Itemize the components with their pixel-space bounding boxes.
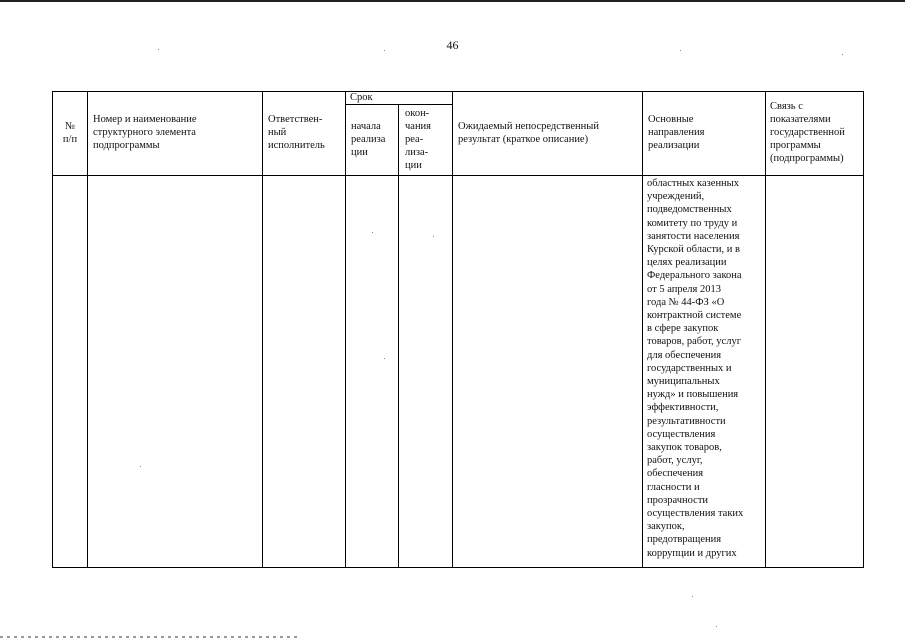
scan-speck: [158, 49, 159, 50]
col-border-2: [262, 91, 263, 568]
header-num-line-2: п/п: [62, 134, 78, 145]
header-name: [93, 113, 197, 152]
directions-line: коррупции и других: [647, 547, 737, 559]
header-responsible-line-3: исполнитель: [268, 140, 325, 151]
header-end-line-5: ции: [405, 160, 422, 171]
header-directions-line-1: Основные: [648, 114, 694, 125]
col-border-3: [345, 91, 346, 568]
header-link: [770, 100, 845, 165]
col-border-6: [642, 91, 643, 568]
table-top-border: [52, 91, 864, 92]
scan-speck: [680, 50, 681, 51]
directions-line: предотвращения: [647, 534, 722, 546]
header-result-line-2: результат (краткое описание): [458, 134, 589, 145]
directions-line: результативности: [647, 415, 726, 427]
directions-line: муниципальных: [647, 376, 720, 388]
header-link-line-5: (подпрограммы): [770, 153, 844, 164]
directions-line: гласности и: [647, 481, 700, 493]
header-directions-line-2: направления: [648, 127, 705, 138]
header-num-line-1: №: [64, 121, 76, 132]
header-name-line-2: структурного элемента: [93, 127, 196, 138]
header-directions-line-3: реализации: [648, 140, 700, 151]
directions-line: в сфере закупок: [647, 323, 719, 335]
header-link-line-1: Связь с: [770, 101, 803, 112]
directions-line: прозрачности: [647, 494, 709, 506]
directions-line: занятости населения: [647, 230, 740, 242]
directions-line: Федерального закона: [647, 270, 742, 282]
directions-line: от 5 апреля 2013: [647, 283, 721, 295]
header-link-line-4: программы: [770, 140, 821, 151]
scan-speck: [384, 50, 385, 51]
scan-speck: [692, 596, 693, 597]
header-num: [58, 120, 82, 146]
header-start-line-1: начала: [351, 121, 381, 132]
header-link-line-2: показателями: [770, 114, 831, 125]
scan-speck: [842, 54, 843, 55]
directions-line: нужд» и повышения: [647, 389, 739, 401]
header-directions: [648, 113, 704, 152]
col-border-8: [863, 91, 864, 568]
header-result-line-1: Ожидаемый непосредственный: [458, 121, 599, 132]
header-end-line-2: чания: [405, 121, 432, 132]
header-start-line-2: реализа: [351, 134, 386, 145]
header-end: [405, 107, 431, 172]
directions-line: комитету по труду и: [647, 217, 738, 229]
directions-line: контрактной системе: [647, 310, 742, 322]
scan-edge-noise: [0, 636, 300, 638]
page-edge: [0, 0, 905, 2]
directions-line: работ, услуг,: [647, 455, 703, 467]
directions-line: государственных и: [647, 362, 732, 374]
header-name-line-1: Номер и наименование: [93, 114, 197, 125]
scan-speck: [433, 236, 434, 237]
directions-line: закупок,: [647, 521, 685, 533]
directions-line: эффективности,: [647, 402, 719, 414]
table-bottom-border: [52, 567, 864, 568]
header-end-line-3: реа-: [405, 134, 424, 145]
directions-line: обеспечения: [647, 468, 704, 480]
header-term: Срок: [350, 92, 373, 103]
directions-line: Курской области, и в: [647, 244, 740, 256]
directions-line: осуществления таких: [647, 508, 744, 520]
directions-line: товаров, работ, услуг: [647, 336, 742, 348]
directions-line: года № 44-ФЗ «О: [647, 296, 725, 308]
header-responsible: [268, 113, 325, 152]
directions-line: подведомственных: [647, 204, 732, 216]
scan-speck: [384, 358, 385, 359]
header-bottom-border: [52, 175, 864, 176]
header-name-line-3: подпрограммы: [93, 140, 160, 151]
header-start: [351, 120, 385, 159]
directions-line: целях реализации: [647, 257, 727, 269]
col-border-5: [452, 91, 453, 568]
col-border-0: [52, 91, 53, 568]
col-border-1: [87, 91, 88, 568]
col-border-4: [398, 104, 399, 568]
header-end-line-1: окон-: [405, 108, 430, 119]
header-responsible-line-2: ный: [268, 127, 287, 138]
directions-cell-text: [647, 177, 807, 560]
directions-line: осуществления: [647, 428, 716, 440]
scan-speck: [140, 466, 141, 467]
header-result: [458, 120, 599, 146]
header-start-line-3: ции: [351, 147, 368, 158]
header-responsible-line-1: Ответствен-: [268, 114, 323, 125]
directions-line: для обеспечения: [647, 349, 722, 361]
directions-line: областных казенных: [647, 178, 739, 189]
header-link-line-3: государственной: [770, 127, 845, 138]
scan-speck: [372, 232, 373, 233]
page-number: 46: [446, 38, 459, 52]
directions-line: закупок товаров,: [647, 442, 722, 454]
header-end-line-4: лиза-: [405, 147, 429, 158]
directions-line: учреждений,: [647, 191, 705, 203]
scan-speck: [716, 626, 717, 627]
